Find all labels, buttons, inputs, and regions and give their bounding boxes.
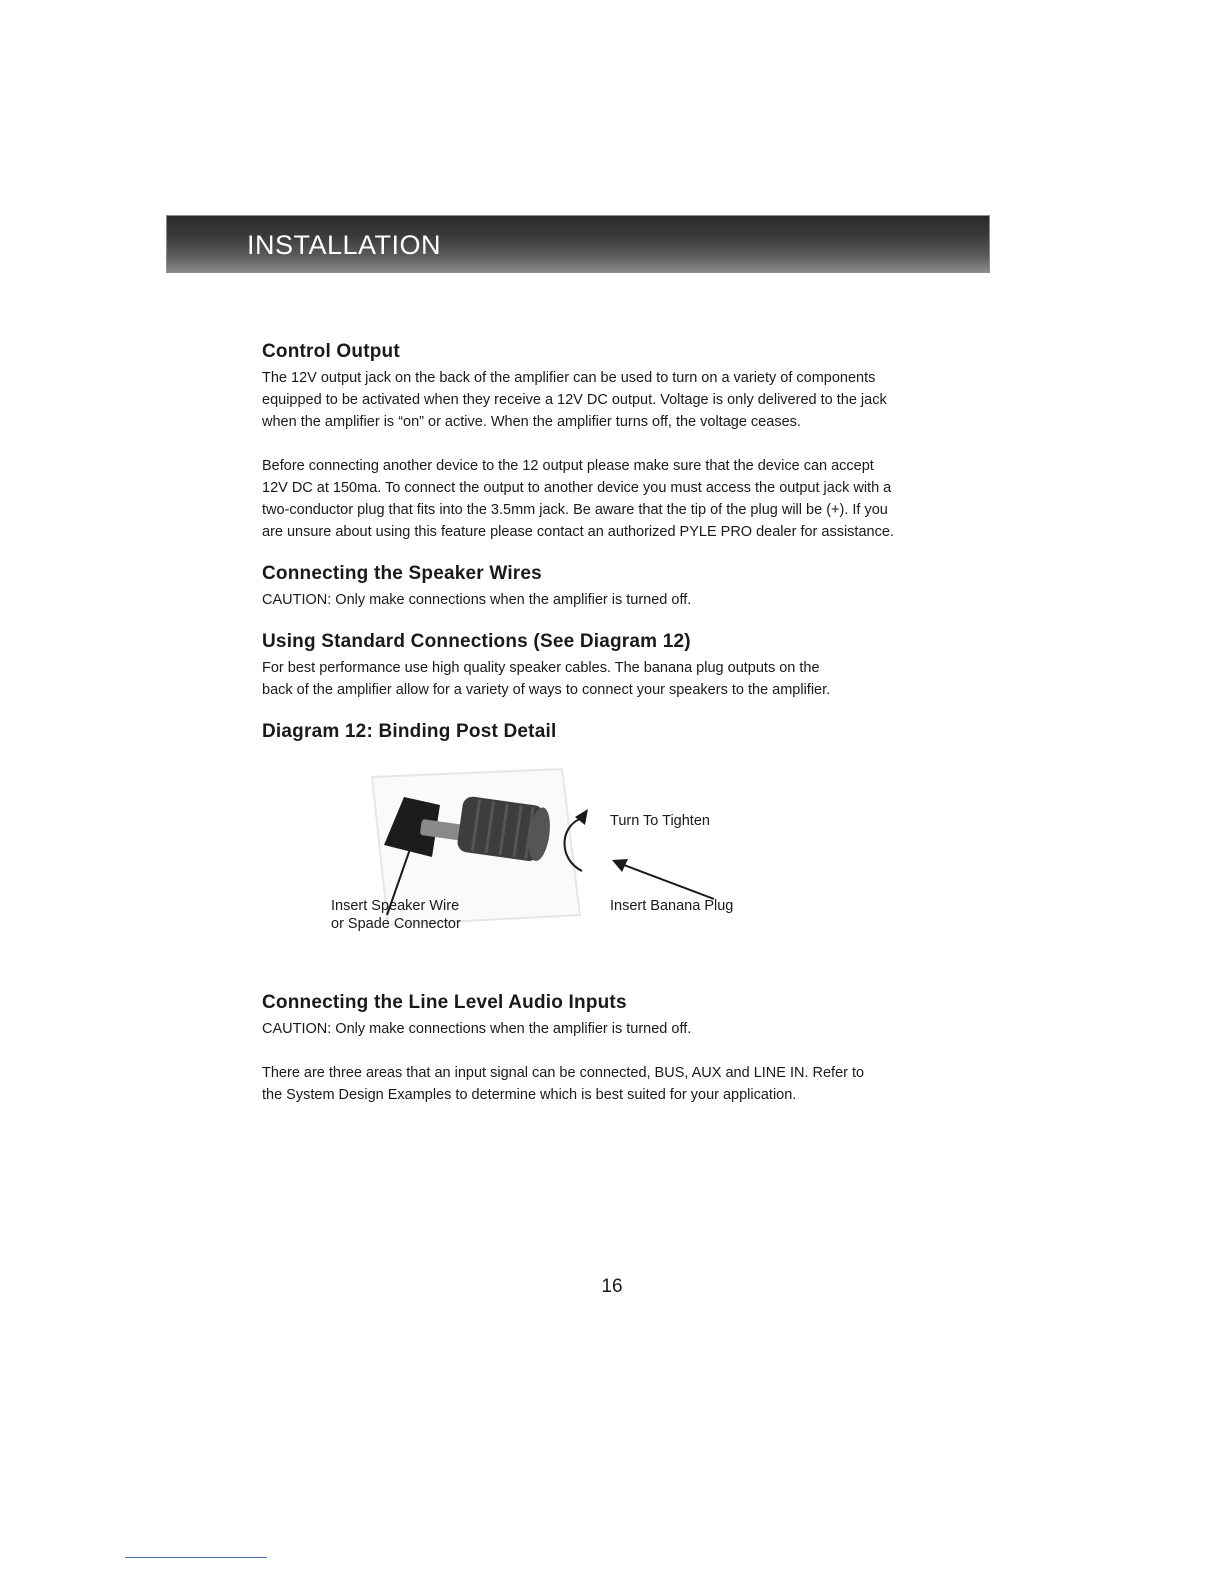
main-content bbox=[262, 341, 902, 1106]
heading-line-level-inputs: Connecting the Line Level Audio Inputs bbox=[262, 992, 627, 1013]
label-insert-speaker-wire: Insert Speaker Wire bbox=[331, 898, 460, 914]
speaker-wires-caution: CAUTION: Only make connections when the amplifier is turned off. bbox=[262, 592, 692, 608]
page-title: INSTALLATION bbox=[247, 230, 442, 260]
turn-arrow-head bbox=[575, 809, 588, 825]
binding-post-illustration bbox=[262, 747, 902, 992]
binding-post-diagram bbox=[262, 747, 902, 992]
label-insert-banana-plug: Insert Banana Plug bbox=[610, 898, 734, 914]
banana-arrow bbox=[624, 865, 714, 899]
heading-standard-connections: Using Standard Connections (See Diagram 12) bbox=[262, 631, 691, 652]
control-output-paragraph-1: The 12V output jack on the back of the amplifier can be used to turn on a variety of components equipped to be activated when they receive a 12V DC output. Voltage is only delivered to the jack when the amplifier is “on” or active. When the amplifier turns off, the voltage ceases. bbox=[262, 370, 887, 430]
standard-connections-paragraph: For best performance use high quality speaker cables. The banana plug outputs on the back of the amplifier allow for a variety of ways to connect your speakers to the amplifier. bbox=[262, 660, 831, 698]
line-level-caution: CAUTION: Only make connections when the amplifier is turned off. bbox=[262, 1021, 692, 1037]
label-spade-connector: or Spade Connector bbox=[331, 916, 461, 932]
section-banner bbox=[166, 215, 990, 273]
footer-rule bbox=[125, 1557, 267, 1558]
line-level-paragraph: There are three areas that an input signal can be connected, BUS, AUX and LINE IN. Refer to the System Design Examples to determine which is best suited for your application. bbox=[262, 1065, 865, 1103]
heading-control-output: Control Output bbox=[262, 341, 400, 362]
page-number: 16 bbox=[601, 1276, 623, 1297]
label-turn-to-tighten: Turn To Tighten bbox=[610, 813, 710, 829]
heading-diagram-12: Diagram 12: Binding Post Detail bbox=[262, 721, 557, 742]
heading-speaker-wires: Connecting the Speaker Wires bbox=[262, 563, 542, 584]
control-output-paragraph-2: Before connecting another device to the 12 output please make sure that the device can accept 12V DC at 150ma. To connect the output to another device you must access the output jack with a two-conductor plug that fits into the 3.5mm jack. Be aware that the tip of the plug will be (+). If you are unsure about using this feature please contact an authorized PYLE PRO dealer for assistance. bbox=[262, 458, 894, 540]
